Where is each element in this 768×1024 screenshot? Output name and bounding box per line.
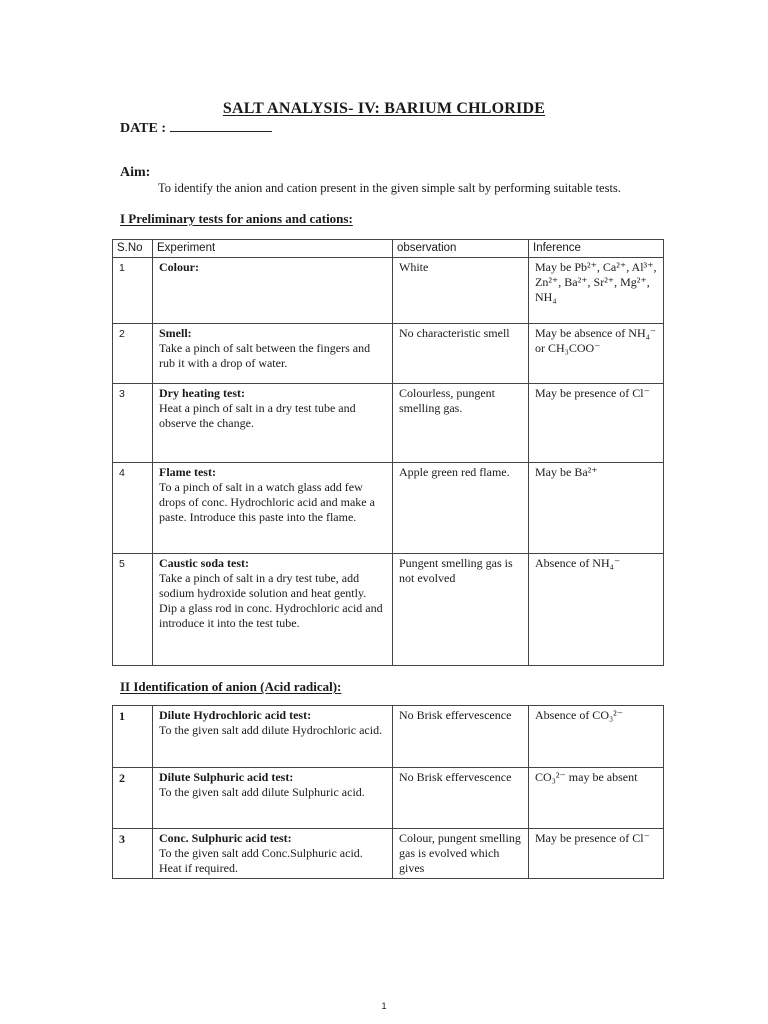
row-experiment [153, 706, 393, 768]
date-label: DATE : [120, 121, 167, 136]
experiment-title: Dilute Hydrochloric acid test: [159, 708, 312, 722]
experiment-detail: To the given salt add dilute Hydrochloric acid. [159, 723, 383, 737]
row-sno: 2 [113, 324, 153, 384]
experiment-detail: Heat a pinch of salt in a dry test tube and observe the change. [159, 401, 356, 430]
row-inference: Absence of NH₄⁻ [529, 554, 664, 666]
row-experiment [153, 554, 393, 666]
section-preliminary-tests-title: I Preliminary tests for anions and cations: [120, 211, 353, 226]
row-sno: 2 [113, 768, 153, 829]
experiment-title: Smell: [159, 326, 192, 340]
row-experiment [153, 768, 393, 829]
row-sno: 1 [113, 258, 153, 324]
table-row [113, 768, 664, 829]
row-sno: 3 [113, 384, 153, 463]
row-observation: No Brisk effervescence [393, 768, 529, 829]
row-inference: May be presence of Cl⁻ [529, 384, 664, 463]
experiment-title: Dry heating test: [159, 386, 245, 400]
row-sno: 5 [113, 554, 153, 666]
row-inference: May be presence of Cl⁻ [529, 829, 664, 879]
row-inference: May be Ba²⁺ [529, 463, 664, 554]
date-field [120, 119, 272, 137]
row-sno: 1 [113, 706, 153, 768]
table-header-row [113, 240, 664, 258]
row-experiment [153, 324, 393, 384]
header-sno: S.No [113, 240, 153, 258]
page-number: 1 [381, 1001, 387, 1011]
aim-label: Aim: [120, 165, 151, 180]
row-experiment [153, 829, 393, 879]
table-row [113, 324, 664, 384]
experiment-detail: Take a pinch of salt between the fingers and rub it with a drop of water. [159, 341, 371, 370]
anion-identification-table [112, 705, 664, 879]
row-observation: Pungent smelling gas is not evolved [393, 554, 529, 666]
row-experiment [153, 384, 393, 463]
row-inference: May be absence of NH₄⁻ or CH₃COO⁻ [529, 324, 664, 384]
row-inference: May be Pb²⁺, Ca²⁺, Al³⁺, Zn²⁺, Ba²⁺, Sr²⁺, Mg²⁺, NH₄ [529, 258, 664, 324]
experiment-detail: Take a pinch of salt in a dry test tube, add sodium hydroxide solution and heat gently. Dip a glass rod in conc. Hydrochloric acid and introduce it into the test tube. [159, 571, 383, 630]
row-observation: Colour, pungent smelling gas is evolved which gives [393, 829, 529, 879]
row-sno: 3 [113, 829, 153, 879]
row-sno: 4 [113, 463, 153, 554]
table-row [113, 258, 664, 324]
experiment-title: Dilute Sulphuric acid test: [159, 770, 294, 784]
row-experiment [153, 258, 393, 324]
row-observation: No characteristic smell [393, 324, 529, 384]
experiment-title: Caustic soda test: [159, 556, 249, 570]
table-row [113, 463, 664, 554]
experiment-title: Conc. Sulphuric acid test: [159, 831, 292, 845]
row-observation: White [393, 258, 529, 324]
section-anion-identification-title: II Identification of anion (Acid radical): [120, 679, 342, 694]
row-inference: Absence of CO₃²⁻ [529, 706, 664, 768]
table-row [113, 554, 664, 666]
table-row [113, 706, 664, 768]
row-observation: Colourless, pungent smelling gas. [393, 384, 529, 463]
header-observation: observation [393, 240, 529, 258]
experiment-detail: To a pinch of salt in a watch glass add few drops of conc. Hydrochloric acid and make a paste. Introduce this paste into the flame. [159, 480, 375, 524]
preliminary-tests-table [112, 239, 664, 666]
page-title: SALT ANALYSIS- IV: BARIUM CHLORIDE [222, 100, 546, 117]
experiment-title: Flame test: [159, 465, 216, 479]
date-blank-line [170, 119, 272, 132]
aim-text: To identify the anion and cation present in the given simple salt by performing suitable tests. [158, 181, 621, 195]
row-inference: CO₃²⁻ may be absent [529, 768, 664, 829]
experiment-title: Colour: [159, 260, 199, 274]
row-observation: No Brisk effervescence [393, 706, 529, 768]
experiment-detail: To the given salt add dilute Sulphuric acid. [159, 785, 365, 799]
experiment-detail: To the given salt add Conc.Sulphuric acid. Heat if required. [159, 846, 363, 875]
row-observation: Apple green red flame. [393, 463, 529, 554]
header-experiment: Experiment [153, 240, 393, 258]
header-inference: Inference [529, 240, 664, 258]
table-row [113, 829, 664, 879]
row-experiment [153, 463, 393, 554]
table-row [113, 384, 664, 463]
